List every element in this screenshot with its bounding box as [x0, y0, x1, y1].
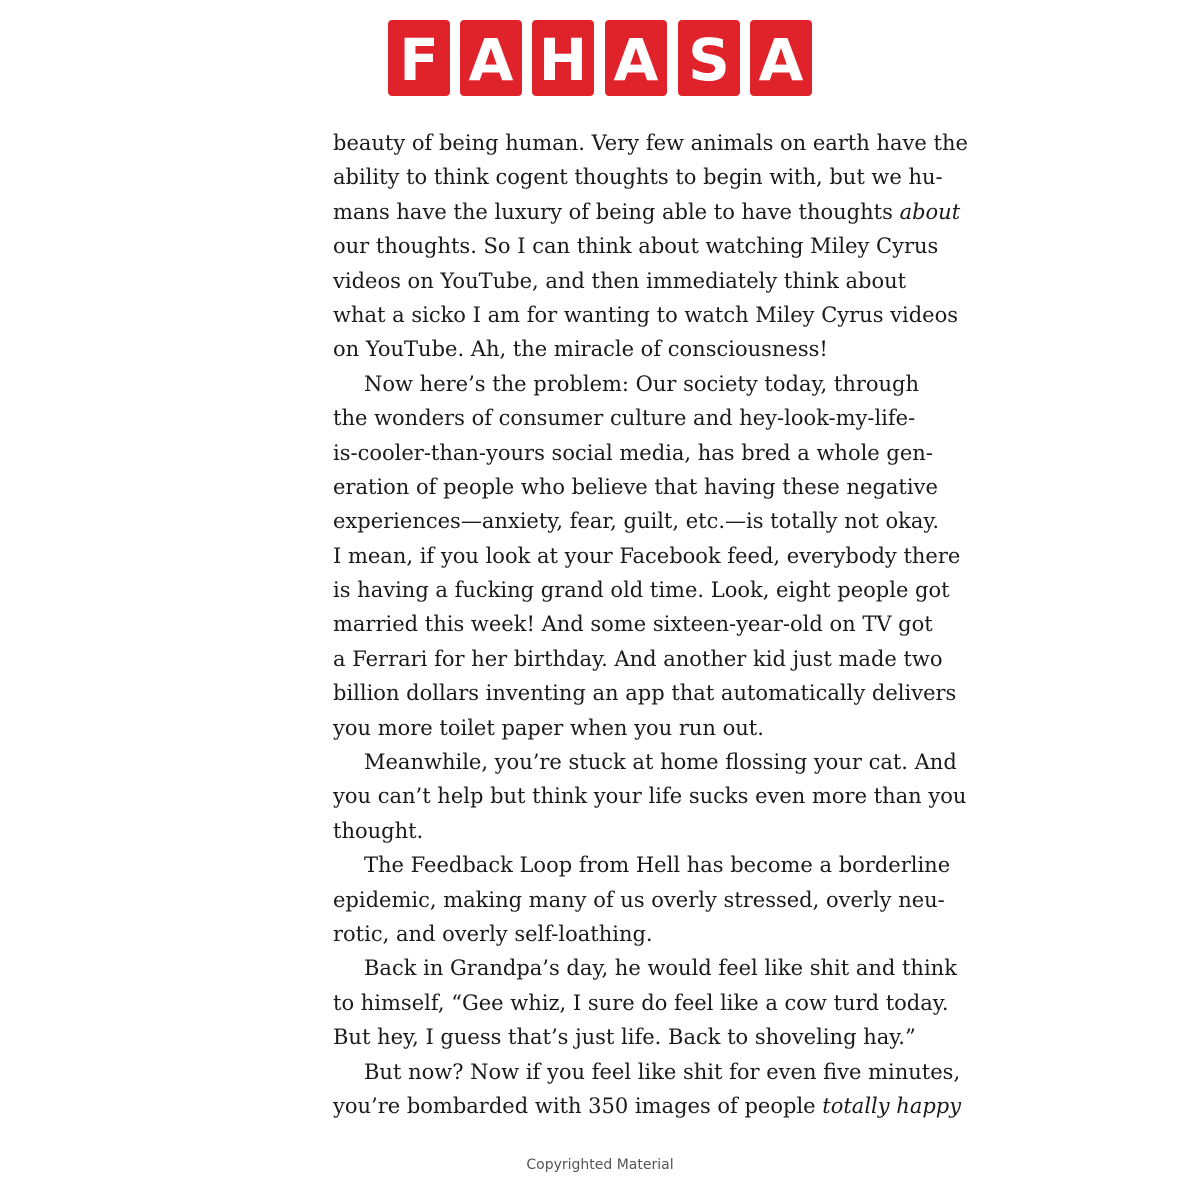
text-line: experiences—anxiety, fear, guilt, etc.—is totally not okay. — [333, 509, 940, 534]
text-line: I mean, if you look at your Facebook feed, everybody there — [333, 543, 961, 568]
paragraph-first-line: Now here’s the problem: Our society today, through — [364, 371, 920, 396]
text-line: epidemic, making many of us overly stressed, overly neu- — [333, 887, 945, 912]
logo-letter-3: H — [538, 26, 588, 94]
book-page-text — [333, 126, 968, 1123]
text-line: eration of people who believe that having these negative — [333, 474, 938, 499]
text-line: you more toilet paper when you run out. — [333, 715, 764, 740]
text-line: thought. — [333, 818, 424, 843]
logo-tile-6 — [750, 20, 812, 96]
logo-letter-4: A — [613, 26, 659, 94]
text-line: But hey, I guess that’s just life. Back to shoveling hay.” — [333, 1025, 916, 1050]
paragraph-first-line: Back in Grandpa’s day, he would feel like shit and think — [364, 956, 957, 981]
text-line: ability to think cogent thoughts to begin with, but we hu- — [333, 165, 943, 190]
logo-letter-2: A — [468, 26, 514, 94]
text-line: to himself, “Gee whiz, I sure do feel like a cow turd today. — [333, 990, 949, 1015]
text-line: the wonders of consumer culture and hey-look-my-life- — [333, 406, 916, 431]
text-line: is-cooler-than-yours social media, has bred a whole gen- — [333, 440, 933, 465]
text-line: videos on YouTube, and then immediately think about — [333, 268, 907, 293]
italic-emphasis: totally happy — [822, 1093, 962, 1118]
italic-emphasis: about — [899, 199, 961, 224]
logo-letter-1: F — [399, 26, 439, 94]
paragraph-first-line: The Feedback Loop from Hell has become a borderline — [364, 853, 951, 878]
logo-tile-5 — [678, 20, 740, 96]
text-line: rotic, and overly self-loathing. — [333, 921, 653, 946]
text-line: you’re bombarded with 350 images of people totally happy — [333, 1093, 962, 1118]
logo-tile-4 — [605, 20, 667, 96]
text-line: on YouTube. Ah, the miracle of consciousness! — [333, 337, 828, 362]
paragraph-first-line: But now? Now if you feel like shit for even five minutes, — [364, 1059, 961, 1084]
logo-letter-5: S — [688, 26, 730, 94]
logo-letter-6: A — [758, 26, 804, 94]
text-line: a Ferrari for her birthday. And another kid just made two — [333, 646, 943, 671]
logo-tile-2 — [460, 20, 522, 96]
paragraph-first-line: Meanwhile, you’re stuck at home flossing your cat. And — [364, 750, 957, 775]
text-line: mans have the luxury of being able to have thoughts about — [333, 199, 961, 224]
copyright-notice: Copyrighted Material — [526, 1157, 674, 1173]
text-line: our thoughts. So I can think about watching Miley Cyrus — [333, 234, 939, 259]
text-line: beauty of being human. Very few animals on earth have the — [333, 131, 968, 155]
text-line: you can’t help but think your life sucks even more than you — [333, 784, 967, 809]
text-line: is having a fucking grand old time. Look, eight people got — [333, 578, 950, 603]
text-line: billion dollars inventing an app that automatically delivers — [333, 681, 957, 706]
fahasa-logo — [388, 20, 812, 96]
fahasa-logo-svg — [388, 20, 812, 96]
logo-tile-3 — [532, 20, 594, 96]
text-line: married this week! And some sixteen-year-old on TV got — [333, 612, 933, 637]
logo-tile-1 — [388, 20, 450, 96]
text-line: what a sicko I am for wanting to watch Miley Cyrus videos — [333, 302, 959, 327]
